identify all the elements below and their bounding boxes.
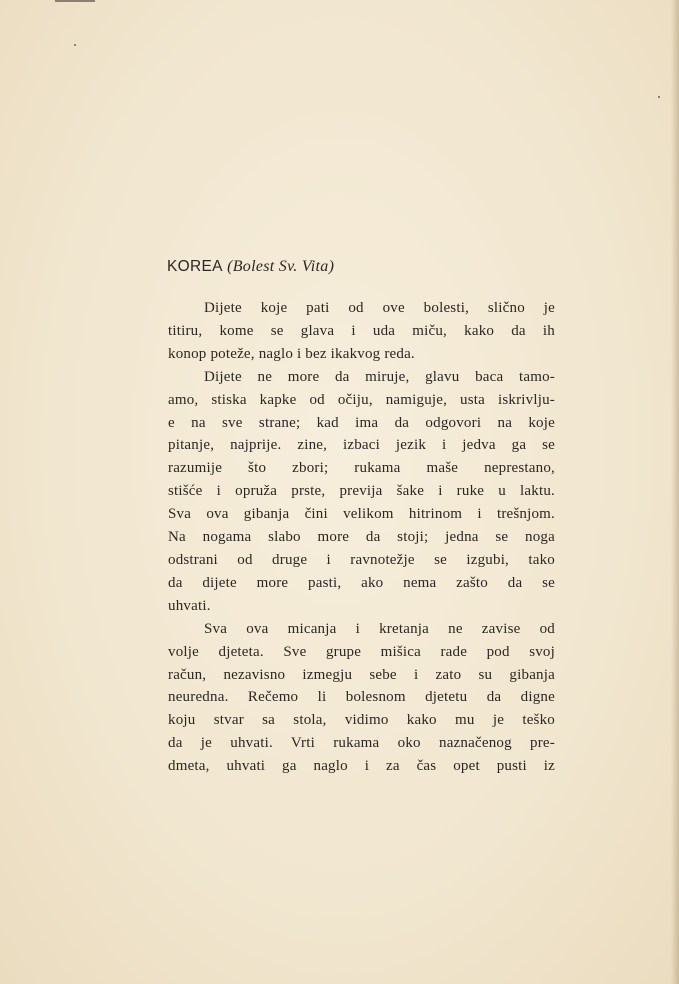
text-line: Dijete ne more da miruje, glavu baca tamo- <box>204 368 555 385</box>
text-line: Sva ova gibanja čini velikom hitrinom i trešnjom. <box>168 506 555 523</box>
text-line: dmeta, uhvati ga naglo i za čas opet pusti iz <box>168 758 555 775</box>
body-text <box>168 297 555 778</box>
paper-speck <box>658 96 660 98</box>
text-line: Dijete koje pati od ove bolesti, slično je <box>204 300 555 316</box>
text-line: da dijete more pasti, ako nema zašto da se <box>168 574 555 591</box>
text-line: uhvati. <box>168 597 211 614</box>
text-line: odstrani od druge i ravnotežje se izgubi, tako <box>168 551 555 568</box>
chapter-heading <box>167 258 334 276</box>
text-line: amo, stiska kapke od očiju, namiguje, usta iskrivlju- <box>168 391 555 408</box>
text-line: volje djeteta. Sve grupe mišica rade pod svoj <box>168 643 555 660</box>
text-line: titiru, kome se glava i uda miču, kako da ih <box>168 322 555 339</box>
page-edge-shadow <box>671 0 679 984</box>
text-line: Na nogama slabo more da stoji; jedna se noga <box>168 529 555 546</box>
text-line: razumije što zbori; rukama maše neprestano, <box>168 460 555 477</box>
text-line: Sva ova micanja i kretanja ne zavise od <box>204 620 555 637</box>
text-line: pitanje, najprije. zine, izbaci jezik i jedva ga se <box>168 437 555 454</box>
text-line: konop poteže, naglo i bez ikakvog reda. <box>168 345 415 362</box>
text-line: stišće i opruža prste, previja šake i ruke u laktu. <box>168 483 555 500</box>
text-line: koju stvar sa stola, vidimo kako mu je teško <box>168 712 555 729</box>
text-line: račun, nezavisno izmegju sebe i zato su gibanja <box>168 666 555 683</box>
text-line: da je uhvati. Vrti rukama oko naznačenog pre- <box>168 735 555 752</box>
chapter-title: KOREA <box>167 258 223 275</box>
top-edge-mark <box>55 0 95 2</box>
text-line: neuredna. Rečemo li bolesnom djetetu da digne <box>168 689 555 706</box>
text-line: e na sve strane; kad ima da odgovori na koje <box>168 414 555 431</box>
paper-speck <box>74 44 76 46</box>
chapter-subtitle: (Bolest Sv. Vita) <box>227 258 335 275</box>
